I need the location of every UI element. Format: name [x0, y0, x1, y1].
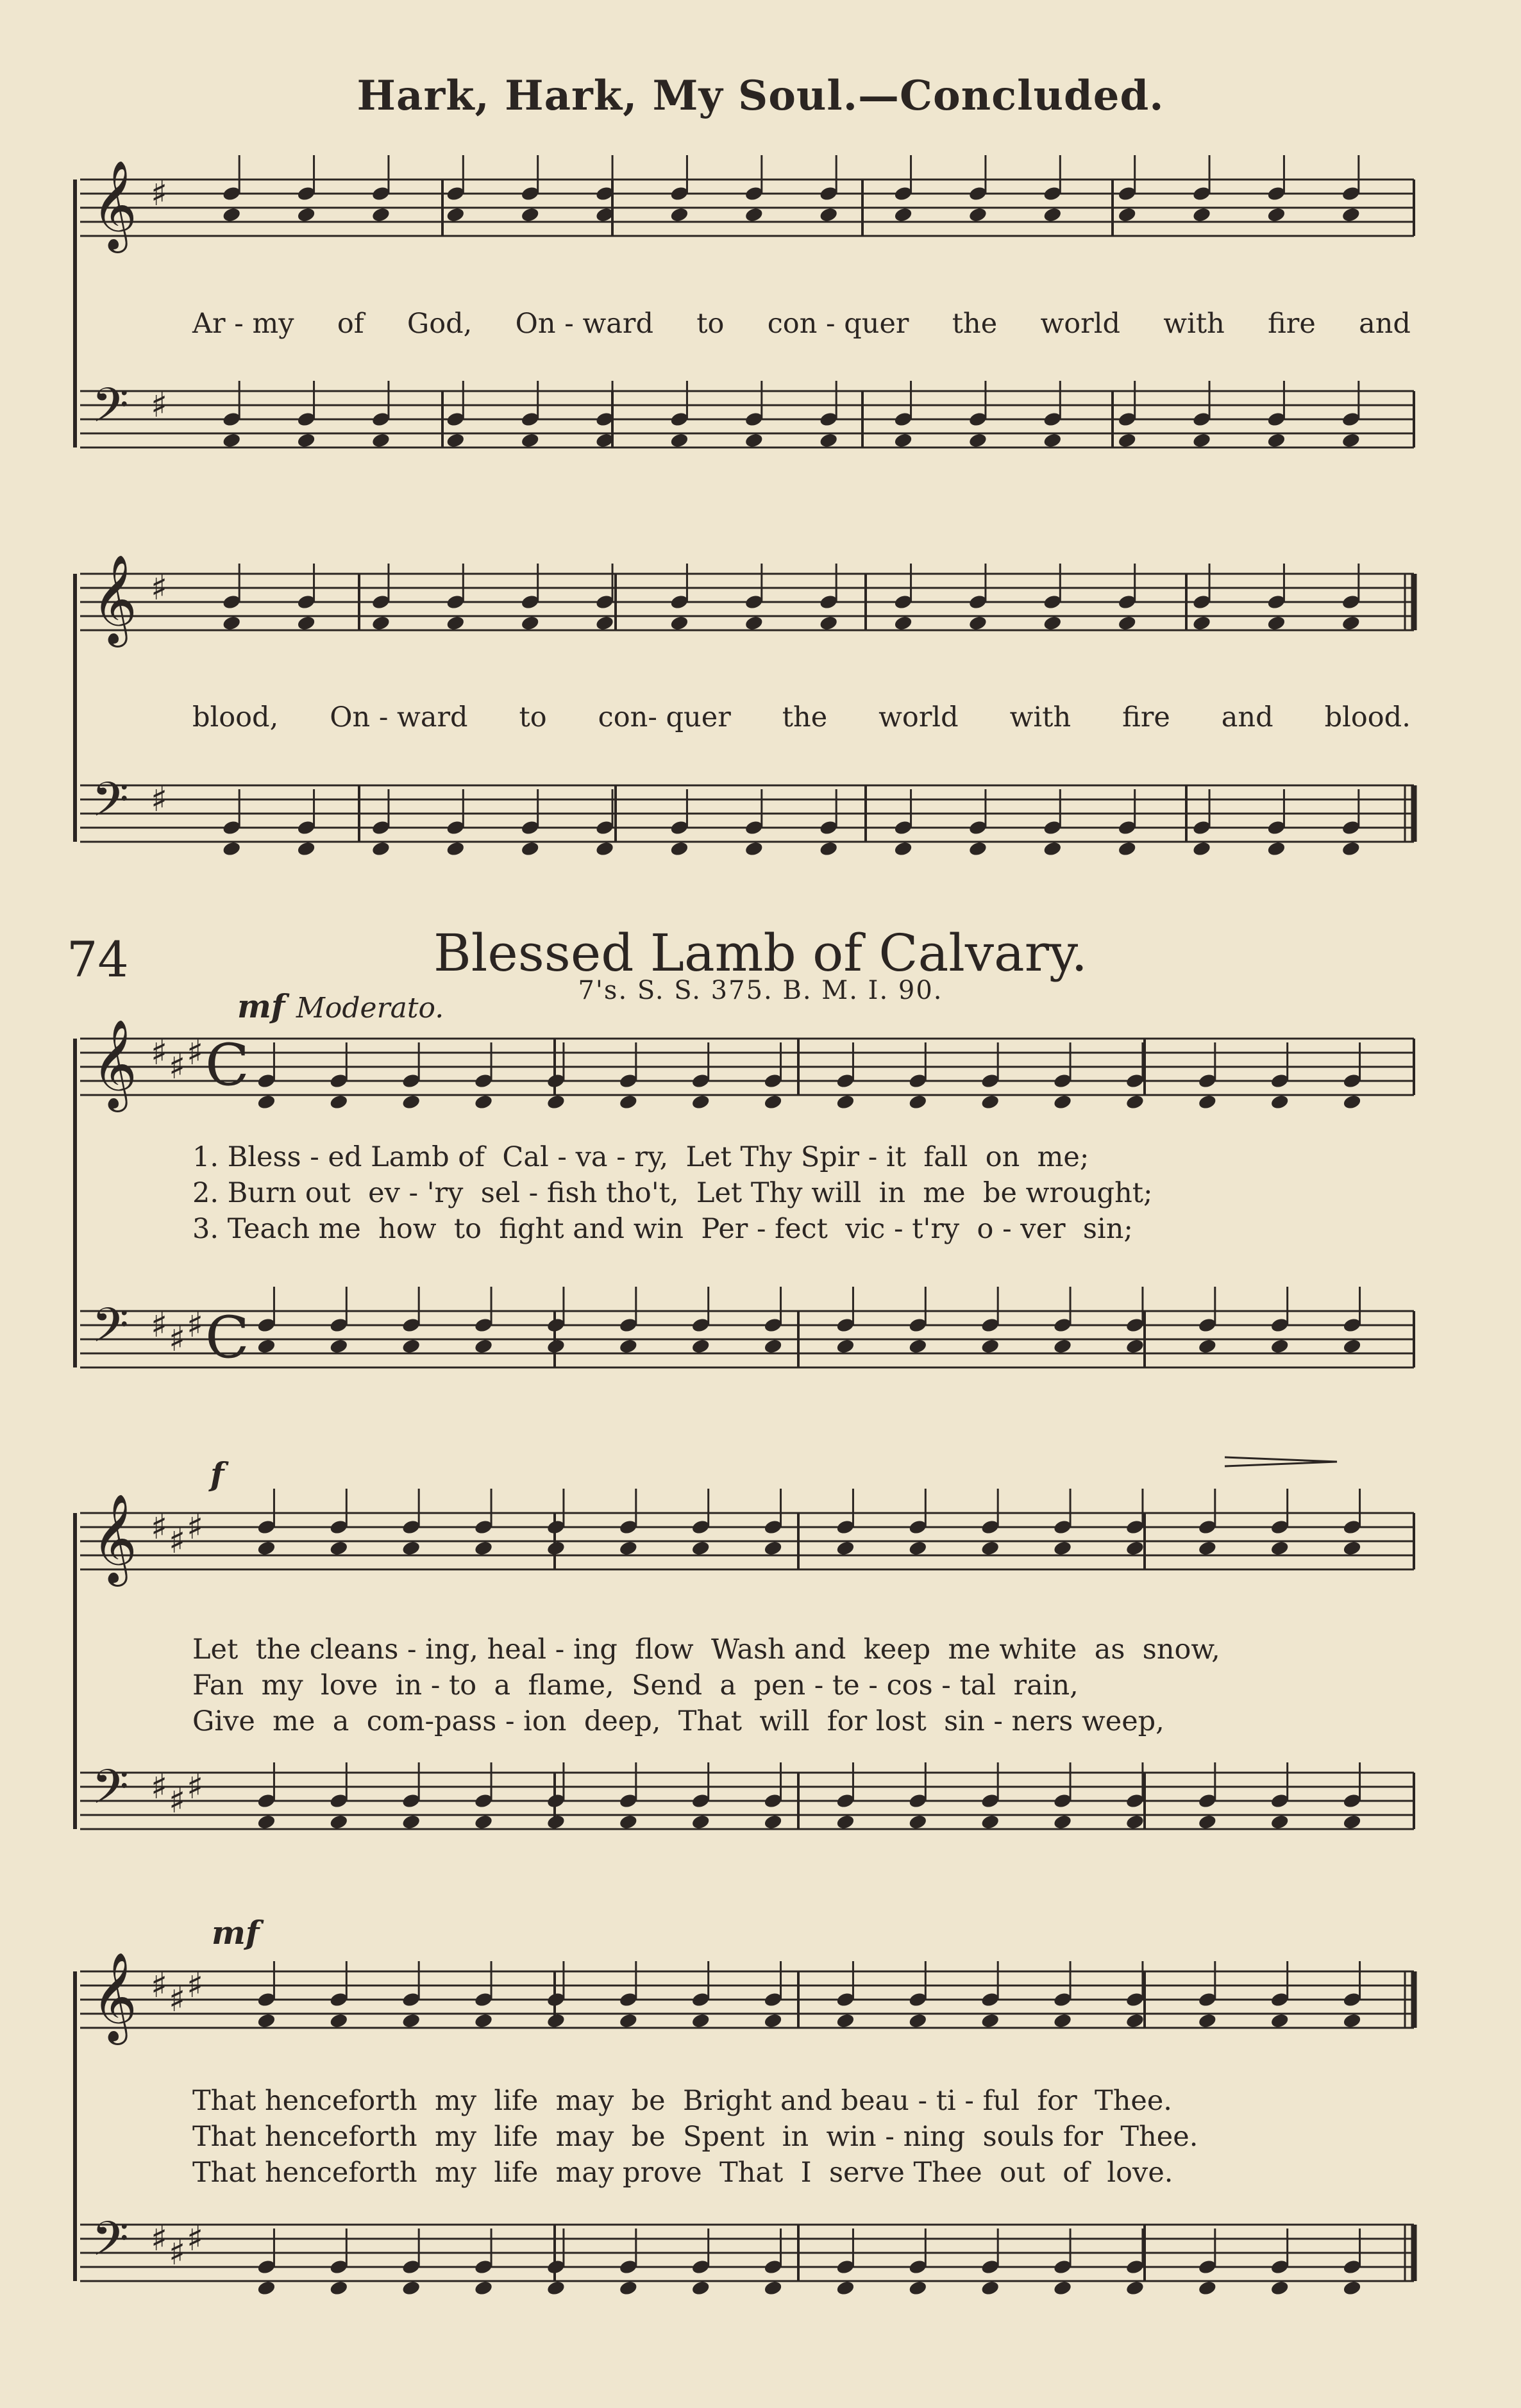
note-head — [1125, 1338, 1145, 1355]
note-head — [329, 1540, 349, 1557]
note-head — [256, 1094, 276, 1110]
verse3-line-c: That henceforth my life may prove That I serve Thee out of love. — [192, 2157, 1173, 2189]
note-head — [819, 840, 839, 857]
hymn1-lyrics-line2 — [192, 701, 1411, 733]
note-head — [980, 1094, 1000, 1110]
note-head — [401, 1094, 421, 1110]
verse1-line-b: Let the cleans - ing, heal - ing flow Wash and keep me white as snow, — [192, 1634, 1220, 1666]
note-head — [1270, 1338, 1290, 1355]
note-head — [819, 206, 839, 223]
note-head — [401, 1540, 421, 1557]
bass-clef-icon: 𝄢 — [92, 772, 129, 839]
note-head — [474, 1540, 494, 1557]
note-head — [256, 2012, 276, 2029]
note-head — [980, 2280, 1000, 2296]
sharp-icon: ♯ — [169, 1521, 186, 1561]
sharp-icon: ♯ — [187, 1032, 204, 1073]
note-head — [893, 615, 913, 631]
note-head — [744, 840, 764, 857]
note-head — [222, 432, 242, 449]
note-head — [329, 1094, 349, 1110]
sharp-icon: ♯ — [151, 2218, 168, 2259]
hymn-continuation-title: Hark, Hark, My Soul.—Concluded. — [357, 72, 1164, 120]
note-head — [691, 2280, 710, 2296]
note-head — [908, 1338, 928, 1355]
note-head — [1117, 615, 1137, 631]
note-head — [1192, 615, 1212, 631]
bass-clef-icon: 𝄢 — [92, 1759, 129, 1827]
note-head — [371, 432, 391, 449]
note-head — [619, 1814, 639, 1830]
note-head — [1043, 615, 1063, 631]
note-head — [908, 2280, 928, 2296]
note-head — [819, 432, 839, 449]
note-head — [446, 206, 466, 223]
note-head — [669, 840, 689, 857]
note-head — [401, 2280, 421, 2296]
sharp-icon: ♯ — [151, 779, 168, 819]
note-head — [371, 840, 391, 857]
note-head — [1266, 615, 1286, 631]
note-head — [222, 615, 242, 631]
note-head — [401, 1814, 421, 1830]
note-head — [763, 2012, 783, 2029]
note-head — [1342, 2012, 1362, 2029]
note-head — [1117, 840, 1137, 857]
note-head — [836, 2280, 855, 2296]
note-head — [1341, 432, 1361, 449]
note-head — [474, 1094, 494, 1110]
note-head — [1053, 1814, 1073, 1830]
sharp-icon: ♯ — [151, 1965, 168, 2005]
note-head — [474, 1338, 494, 1355]
note-head — [1125, 2280, 1145, 2296]
treble-clef-icon: 𝄞 — [92, 160, 137, 249]
note-head — [546, 1338, 566, 1355]
note-head — [1192, 840, 1212, 857]
note-head — [1125, 1094, 1145, 1110]
dynamic-mf-2: mf — [212, 1914, 260, 1952]
note-head — [1053, 2012, 1073, 2029]
sharp-icon: ♯ — [187, 1305, 204, 1345]
note-head — [744, 432, 764, 449]
note-head — [669, 615, 689, 631]
note-head — [1266, 206, 1286, 223]
note-head — [1341, 206, 1361, 223]
hymn-number: 74 — [67, 931, 129, 988]
note-head — [763, 1094, 783, 1110]
note-head — [968, 206, 988, 223]
sharp-icon: ♯ — [187, 1965, 204, 2005]
note-head — [980, 1540, 1000, 1557]
note-head — [296, 615, 316, 631]
note-head — [446, 432, 466, 449]
verse3-line-a: 3. Teach me how to fight and win Per - fect vic - t'ry o - ver sin; — [192, 1213, 1133, 1245]
note-head — [1270, 1814, 1290, 1830]
lyric: On - ward — [515, 308, 653, 340]
hymn-title: Blessed Lamb of Calvary. — [433, 923, 1088, 983]
note-head — [520, 206, 540, 223]
treble-clef-icon: 𝄞 — [92, 555, 137, 644]
note-head — [1198, 1338, 1218, 1355]
note-head — [520, 615, 540, 631]
note-head — [446, 615, 466, 631]
sharp-icon: ♯ — [151, 385, 168, 425]
lyric: blood, — [192, 701, 279, 733]
note-head — [1270, 2012, 1290, 2029]
verse2-line-b: Fan my love in - to a flame, Send a pen - te - cos - tal rain, — [192, 1669, 1079, 1701]
note-head — [619, 1094, 639, 1110]
note-head — [1342, 2280, 1362, 2296]
note-head — [1192, 432, 1212, 449]
note-head — [1342, 1814, 1362, 1830]
note-head — [1043, 432, 1063, 449]
note-head — [1270, 1094, 1290, 1110]
note-head — [329, 2012, 349, 2029]
note-head — [763, 1814, 783, 1830]
note-head — [1270, 1540, 1290, 1557]
note-head — [968, 432, 988, 449]
note-head — [520, 840, 540, 857]
note-head — [669, 206, 689, 223]
verse2-line-c: That henceforth my life may be Spent in win - ning souls for Thee. — [192, 2121, 1198, 2153]
note-head — [619, 1338, 639, 1355]
lyric: fire — [1122, 701, 1170, 733]
note-head — [401, 1338, 421, 1355]
note-head — [1053, 1094, 1073, 1110]
note-head — [296, 206, 316, 223]
verse1-line-a: 1. Bless - ed Lamb of Cal - va - ry, Let Thy Spir - it fall on me; — [192, 1141, 1089, 1173]
sharp-icon: ♯ — [169, 1319, 186, 1359]
note-head — [744, 615, 764, 631]
lyric: the — [782, 701, 828, 733]
note-head — [1053, 1540, 1073, 1557]
note-head — [520, 432, 540, 449]
note-head — [474, 1814, 494, 1830]
lyric: con- quer — [598, 701, 731, 733]
note-head — [836, 1540, 855, 1557]
note-head — [1198, 2012, 1218, 2029]
bass-clef-icon: 𝄢 — [92, 2211, 129, 2278]
sharp-icon: ♯ — [169, 1780, 186, 1821]
treble-clef-icon: 𝄞 — [92, 1019, 137, 1108]
note-head — [1053, 2280, 1073, 2296]
note-head — [546, 2280, 566, 2296]
note-head — [1117, 206, 1137, 223]
note-head — [329, 1814, 349, 1830]
note-head — [691, 1814, 710, 1830]
note-head — [1198, 1094, 1218, 1110]
bass-clef-icon: 𝄢 — [92, 378, 129, 445]
note-head — [329, 1338, 349, 1355]
lyric: world — [1040, 308, 1120, 340]
note-head — [980, 1338, 1000, 1355]
note-head — [1125, 2012, 1145, 2029]
sharp-icon: ♯ — [151, 1766, 168, 1807]
note-head — [546, 1094, 566, 1110]
note-head — [819, 615, 839, 631]
note-head — [619, 1540, 639, 1557]
sharp-icon: ♯ — [187, 1507, 204, 1547]
lyric: world — [878, 701, 959, 733]
note-head — [763, 1540, 783, 1557]
note-head — [474, 2012, 494, 2029]
bass-clef-icon: 𝄢 — [92, 1298, 129, 1365]
note-head — [1342, 1094, 1362, 1110]
note-head — [1192, 206, 1212, 223]
note-head — [908, 1814, 928, 1830]
sharp-icon: ♯ — [187, 2218, 204, 2259]
note-head — [222, 840, 242, 857]
lyric: God, — [407, 308, 473, 340]
note-head — [546, 1814, 566, 1830]
note-head — [446, 840, 466, 857]
note-head — [836, 1338, 855, 1355]
lyric: to — [696, 308, 725, 340]
treble-clef-icon: 𝄞 — [92, 1952, 137, 2041]
note-head — [836, 2012, 855, 2029]
sharp-icon: ♯ — [151, 1507, 168, 1547]
tempo-marking: Moderato. — [296, 992, 444, 1024]
note-head — [691, 1094, 710, 1110]
note-head — [1341, 840, 1361, 857]
sharp-icon: ♯ — [187, 1766, 204, 1807]
note-head — [619, 2012, 639, 2029]
decrescendo-icon — [1225, 1457, 1337, 1466]
common-time-icon: C — [205, 1304, 249, 1371]
note-head — [908, 2012, 928, 2029]
note-head — [256, 1814, 276, 1830]
note-head — [296, 432, 316, 449]
lyric: to — [519, 701, 547, 733]
note-head — [1125, 1540, 1145, 1557]
note-head — [669, 432, 689, 449]
sharp-icon: ♯ — [151, 1305, 168, 1345]
note-head — [1341, 615, 1361, 631]
note-head — [744, 206, 764, 223]
sharp-icon: ♯ — [151, 567, 168, 608]
note-head — [893, 840, 913, 857]
note-head — [256, 2280, 276, 2296]
verse2-line-a: 2. Burn out ev - 'ry sel - fish tho't, Let Thy will in me be wrought; — [192, 1177, 1153, 1209]
note-head — [893, 432, 913, 449]
note-head — [1053, 1338, 1073, 1355]
note-head — [893, 206, 913, 223]
note-head — [474, 2280, 494, 2296]
note-head — [296, 840, 316, 857]
note-head — [763, 1338, 783, 1355]
note-head — [595, 615, 615, 631]
treble-clef-icon: 𝄞 — [92, 1494, 137, 1583]
note-head — [1270, 2280, 1290, 2296]
meter-line: 7's. S. S. 375. B. M. I. 90. — [578, 976, 943, 1005]
lyric: Ar - my — [192, 308, 294, 340]
note-head — [595, 840, 615, 857]
note-head — [1043, 840, 1063, 857]
lyric: and — [1359, 308, 1411, 340]
note-head — [1117, 432, 1137, 449]
note-head — [691, 1540, 710, 1557]
sharp-icon: ♯ — [169, 1979, 186, 2019]
lyric: fire — [1268, 308, 1316, 340]
note-head — [401, 2012, 421, 2029]
note-head — [1198, 2280, 1218, 2296]
lyric: and — [1221, 701, 1273, 733]
note-head — [1342, 1540, 1362, 1557]
dynamic-mf-1: mf Moderato. — [237, 987, 444, 1025]
note-head — [329, 2280, 349, 2296]
lyric: with — [1009, 701, 1071, 733]
note-head — [619, 2280, 639, 2296]
lyric: with — [1163, 308, 1225, 340]
note-head — [980, 2012, 1000, 2029]
note-head — [836, 1094, 855, 1110]
note-head — [968, 840, 988, 857]
note-head — [546, 1540, 566, 1557]
dynamic-f: f — [210, 1455, 224, 1493]
note-head — [1266, 840, 1286, 857]
note-head — [980, 1814, 1000, 1830]
note-head — [908, 1094, 928, 1110]
note-head — [371, 206, 391, 223]
note-head — [1342, 1338, 1362, 1355]
note-head — [1043, 206, 1063, 223]
note-head — [1125, 1814, 1145, 1830]
note-head — [546, 2012, 566, 2029]
sharp-icon: ♯ — [169, 1046, 186, 1087]
lyric: of — [337, 308, 364, 340]
common-time-icon: C — [205, 1032, 249, 1099]
note-head — [1198, 1540, 1218, 1557]
note-head — [908, 1540, 928, 1557]
note-head — [256, 1338, 276, 1355]
lyric: On - ward — [330, 701, 468, 733]
note-head — [222, 206, 242, 223]
hymn1-lyrics-line1 — [192, 308, 1411, 340]
note-head — [371, 615, 391, 631]
sharp-icon: ♯ — [169, 2232, 186, 2273]
verse1-line-c: That henceforth my life may be Bright and beau - ti - ful for Thee. — [192, 2085, 1172, 2117]
lyric: con - quer — [767, 308, 909, 340]
verse3-line-b: Give me a com-pass - ion deep, That will for lost sin - ners weep, — [192, 1705, 1164, 1737]
note-head — [1266, 432, 1286, 449]
note-head — [763, 2280, 783, 2296]
lyric: the — [952, 308, 998, 340]
note-head — [691, 2012, 710, 2029]
note-head — [256, 1540, 276, 1557]
lyric: blood. — [1324, 701, 1411, 733]
note-head — [691, 1338, 710, 1355]
sharp-icon: ♯ — [151, 1032, 168, 1073]
note-head — [836, 1814, 855, 1830]
note-head — [968, 615, 988, 631]
note-head — [1198, 1814, 1218, 1830]
sharp-icon: ♯ — [151, 173, 168, 213]
